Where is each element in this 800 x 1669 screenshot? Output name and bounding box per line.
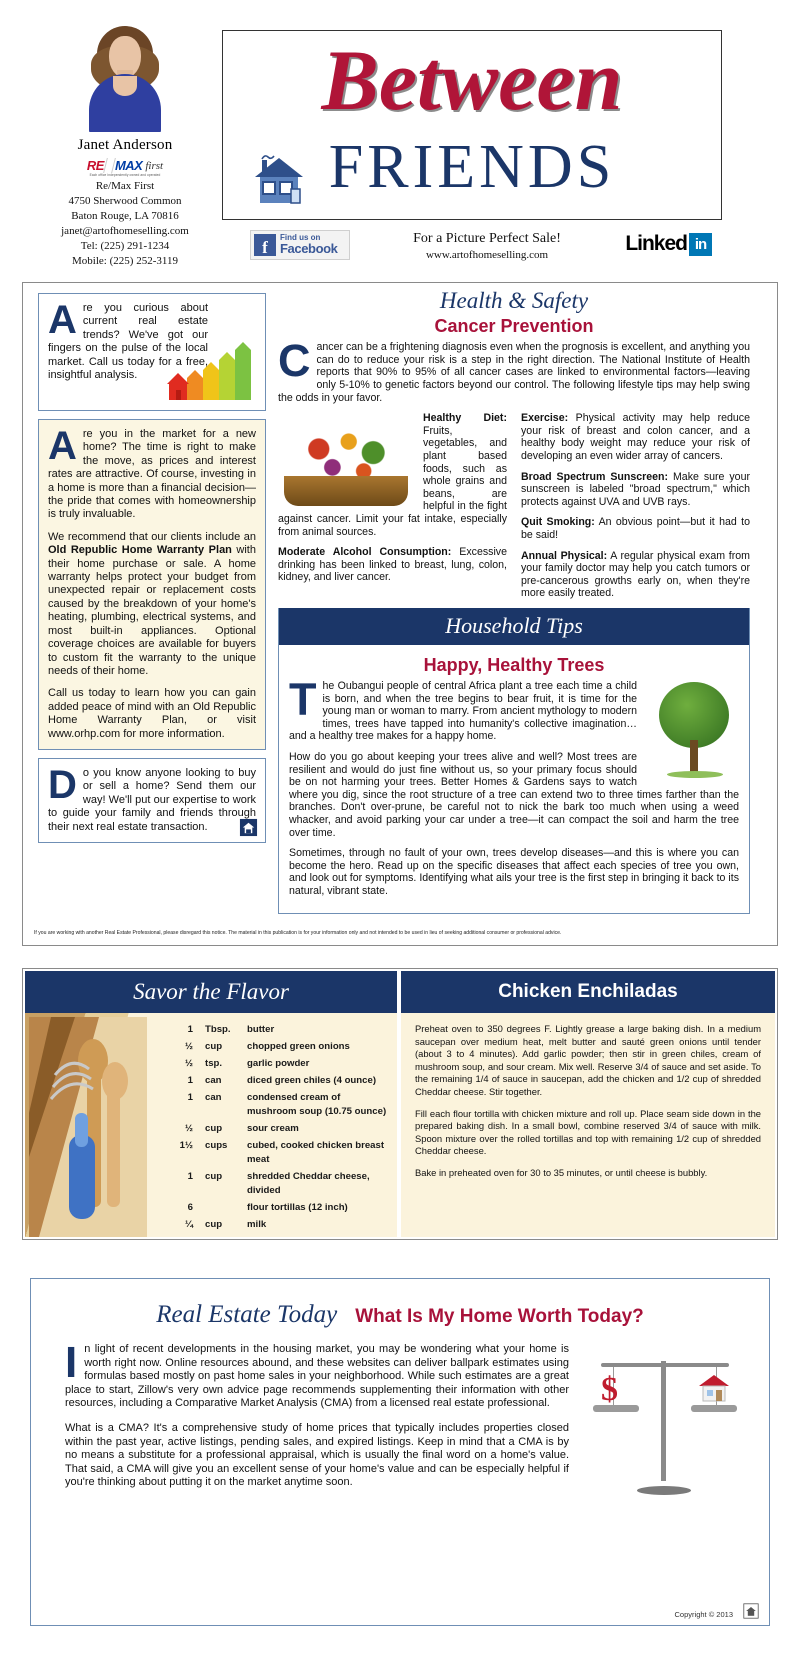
ingredient-row [155,1074,391,1088]
ingredient-qty: 1 [187,1171,193,1182]
ingredient-name: garlic powder [247,1058,310,1069]
equal-housing-opportunity-icon [743,1603,759,1619]
ingredient-name: sour cream [247,1123,299,1134]
house-icon [249,149,311,209]
linkedin-label: Linked [625,232,687,255]
recipe-step: Bake in preheated oven for 30 to 35 minutes, or until cheese is bubbly. [415,1166,708,1178]
ingredient-unit: cup [205,1123,223,1134]
ingredient-row [155,1040,391,1054]
sidebar-block2-para2-pre: We recommend that our clients include an [48,530,256,543]
tip-text: Make sure your sunscreen is labeled "broad spectrum," which protects against UVA and UVB rays. [521,470,750,508]
contact-phone: Tel: (225) 291-1234 [80,240,170,253]
tip-label: Broad Spectrum Sunscreen: [521,470,669,483]
real-estate-section [30,1278,770,1626]
ingredient-qty: ½ [184,1041,193,1052]
sidebar-block2-para2-post: with their home purchase or sale. A home warranty helps protect your budget from unexpected repair or replacement costs caused by the breakdown of your home's heating, plumbing, electrical systems, and most built-in appliances. Optional coverage choices are available for buyers to custom fit the warranty to the unique needs of their home. [48,544,256,677]
sidebar-block1-text: re you curious about current real estate trends? We've got our fingers on the pulse of the local market. Call us today for a free, insightful analysis. [48,302,208,382]
dropcap: I [65,1338,78,1387]
sidebar-block-warranty [38,419,266,750]
ingredient-name: milk [247,1219,267,1230]
house-icon [697,1373,731,1403]
trees-article-title: Happy, Healthy Trees [423,654,605,675]
main-content-section [22,282,778,946]
ingredient-unit: Tbsp. [205,1024,231,1035]
recipe-section [22,968,778,1240]
ingredient-qty: 1 [187,1024,193,1035]
remax-re-text: RE [86,158,104,173]
real-estate-para-2: What is a CMA? It's a comprehensive study of home prices that typically includes properties closed within the past year, active listings, pending sales, and expired listings. Keep in mind that a CMA is by no means a substitute for a professional appraisal, which is usually the final word on a home's value. That said, a CMA will give you an excellent sense of your home's value and can be especially helpful if you're thinking about putting it on the market anytime soon. [65,1421,569,1489]
real-estate-heading [31,1301,769,1329]
tip-label: Healthy Diet: [423,412,507,425]
tree-photo [647,682,739,778]
ingredient-name: shredded Cheddar cheese, divided [247,1171,370,1196]
ingredient-unit: cup [205,1041,223,1052]
tip-label: Quit Smoking: [521,516,595,529]
tip-text: Fruits, vegetables, and plant based foods, such as whole grains and beans, are helpful in the fight against cancer. Limit your fat intake, especially from animal sources. [278,424,507,538]
savor-the-flavor-title: Savor the Flavor [25,971,397,1013]
real-estate-article-title: What Is My Home Worth Today? [355,1306,644,1327]
sidebar-column [38,293,266,843]
ingredient-unit: can [205,1092,222,1103]
facebook-label: Facebook [280,241,338,257]
vegetables-photo [278,414,414,506]
ingredient-qty: ¼ [184,1219,193,1230]
ingredient-row [155,1023,391,1037]
tip-text: A regular physical exam from your family doctor may help you catch tumors or pre-cancerous growths early on, when they're more easily treated. [521,549,750,600]
recipe-steps [415,1023,761,1189]
facebook-find-label: Find us on [280,232,321,242]
tagline-url[interactable]: www.artofhomeselling.com [425,249,549,261]
ingredient-row [155,1139,391,1167]
ingredient-name: chopped green onions [247,1041,350,1052]
sidebar-block3-text: o you know anyone looking to buy or sell a home? Send them our way! We'll put our expertise to work to guide your family and friends through their next real estate transaction. [48,766,256,833]
equal-housing-opportunity-icon [239,818,258,837]
sidebar-block2-para3: Call us today to learn how you can gain added peace of mind with an Old Republic Home Warranty Plan, or visit www.orhp.com for more information. [48,687,256,740]
masthead-script-word: Between [321,32,623,128]
ingredient-name: flour tortillas (12 inch) [247,1202,348,1213]
ingredient-qty: 1 [187,1075,193,1086]
ingredient-unit: can [205,1075,222,1086]
sidebar-block2-para1: re you in the market for a new home? The time is right to make the move, as prices and interest rates are attractive. Of course, investing in a home is more than a financial decision—the pride that comes with homeownership is truly invaluable. [48,428,256,521]
sidebar-block-market-trends [38,293,266,411]
contact-line: Re/Max First [95,180,155,193]
warranty-plan-name: Old Republic Home Warranty Plan [48,544,232,557]
trees-para-2: How do you go about keeping your trees alive and well? Most trees are resilient and would do just fine without us, so your primary focus should be on not harming your trees. Better Homes & Gardens says to watch where you dig, since the root structure of a tree can extend two to three times farther than the branches. Don't over-prune, be careful not to nick the bark too much when using a weed whacker, and avoid parking your car under a tree—it can compact the soil and harm the tree over time. [289,750,739,839]
recipe-step: Preheat oven to 350 degrees F. Lightly grease a large baking dish. In a medium saucepan over medium heat, melt butter and sauté green onions until tender (about 3 to 4 minutes). Add garlic powder; then stir in green chiles, cream of mushroom soup, and sour cream. Mix well. Reserve 3/4 of sauce and set aside. To the remaining 1/4 of sauce in saucepan, add the chicken and 1/2 cup of shredded Cheddar cheese. Stir together. [415,1023,761,1097]
remax-slash-icon [103,158,116,173]
tagline [372,231,602,261]
ingredient-unit: cup [205,1171,223,1182]
cancer-article-title: Cancer Prevention [434,316,594,337]
remax-tagline: Each office independently owned and operated [89,173,161,177]
masthead-block-word: FRIENDS [328,133,616,201]
recipe-step: Fill each flour tortilla with chicken mixture and roll up. Place seam side down in the prepared baking dish. In a small bowl, combine reserved 3/4 of sauce with milk. Spoon mixture over the rolled tortillas and top with remaining 1/2 cup of shredded Cheddar cheese. [415,1107,761,1157]
ingredient-qty: 6 [187,1202,193,1213]
ingredient-qty: 1 [187,1092,193,1103]
agent-info-column [30,22,220,269]
ingredient-qty: 1½ [179,1140,193,1151]
balance-scale-photo: $ [585,1347,745,1497]
ingredient-name: cubed, cooked chicken breast meat [247,1140,385,1165]
tip-text: Physical activity may help reduce your risk of breast and colon cancer, and a healthy body weight may reduce your risk of developing an even wider array of cancers. [521,412,750,463]
contact-mobile: Mobile: (225) 252-3119 [72,255,178,268]
newsletter-header [0,0,800,278]
tip-label: Annual Physical: [521,549,608,562]
copyright-text: Copyright © 2013 [674,1610,733,1619]
household-section-title: Household Tips [278,608,750,645]
tagline-text: For a Picture Perfect Sale! [413,231,561,246]
linkedin-icon: in [689,233,712,256]
health-section-title: Health & Safety [439,288,589,313]
contact-line: 4750 Sherwood Common [68,195,182,208]
ingredient-unit: tsp. [205,1058,223,1069]
recipe-title: Chicken Enchiladas [401,971,775,1013]
ingredient-qty: ½ [184,1058,193,1069]
dropcap: A [48,298,77,342]
ingredient-name: condensed cream of mushroom soup (10.75 ounce) [247,1092,387,1117]
ingredient-name: diced green chiles (4 ounce) [247,1075,377,1086]
sidebar-block-referral [38,758,266,843]
trees-para-3: Sometimes, through no fault of your own, trees develop diseases—and this is where you can become the hero. Read up on the specific diseases that affect each species of tree you own, and look out for symptoms. Identifying what ails your tree is the first step in bringing it back to its natural, vibrant state. [289,847,739,897]
tip-text: Excessive drinking has been linked to breast, lung, colon, kidney, and liver cancer. [278,546,507,584]
instructions-panel [401,971,775,1237]
ingredient-row [155,1201,391,1215]
dropcap: A [48,424,77,468]
household-article [278,645,750,915]
facebook-badge[interactable] [250,230,350,260]
cancer-intro-text: ancer can be a frightening diagnosis even when the prognosis is excellent, and anything you can do to reduce your risk is a step in the right direction. The National Institute of Health reports that 90% to 95% of all cancer cases are linked to environmental factors—leaving only 5-10% to genetic factors beyond our control. The following lifestyle tips may help swing the odds in your favor. [278,341,750,404]
utensils-photo [29,1017,147,1237]
dropcap: T [289,673,317,725]
ingredient-row [155,1218,391,1232]
agent-portrait [79,22,171,132]
facebook-icon: f [254,234,276,256]
ingredients-panel [25,971,397,1237]
ingredient-row [155,1091,391,1119]
social-row [222,228,722,268]
ingredient-row [155,1057,391,1071]
remax-logo [69,158,181,177]
trees-para-1: he Oubangui people of central Africa plant a tree each time a child is born, and when the tree begins to bear fruit, it is time for the young man or woman to marry. From ancient mythology to modern times, trees have tapped into humanity's collective imagination… and a healthy tree makes for a happy home. [289,679,637,743]
ingredient-row [155,1122,391,1136]
remax-max-text: MAX [114,158,143,173]
agent-name: Janet Anderson [77,137,173,153]
dropcap: D [48,762,77,807]
ingredients-table [155,1023,391,1235]
contact-email: janet@artofhomeselling.com [61,225,189,238]
contact-line: Baton Rouge, LA 70816 [71,210,179,223]
remax-first-text: first [145,159,164,172]
disclaimer-text: If you are working with another Real Estate Professional, please disregard this notice. The material in this publication is for your information only and not intended to be used in lieu of seeking additional consumer or professional advice. [34,930,562,936]
ingredient-qty: ½ [184,1123,193,1134]
real-estate-para-1: n light of recent developments in the housing market, you may be wondering what your home is worth right now. Online resources abound, and these websites can deliver ballpark estimates using formulas based mostly on past home sales in your neighborhood. While such estimates are a great place to start, Zillow's very own advice page recommends supplementing their information with other resources, including a Comparative Market Analysis (CMA) from a licensed real estate professional. [65,1343,569,1410]
tip-text: An obvious point—but it had to be said! [521,516,750,542]
articles-column [278,288,750,914]
ingredient-unit: cups [205,1140,228,1151]
dropcap: C [278,335,311,387]
tip-label: Exercise: [521,412,569,425]
linkedin-badge[interactable] [625,232,712,256]
ingredient-unit: cup [205,1219,223,1230]
tip-label: Moderate Alcohol Consumption: [278,546,452,559]
ingredient-name: butter [247,1024,275,1035]
ingredient-unit [205,1201,247,1215]
masthead [222,30,722,220]
ingredient-row [155,1170,391,1198]
real-estate-section-title: Real Estate Today [156,1301,338,1328]
